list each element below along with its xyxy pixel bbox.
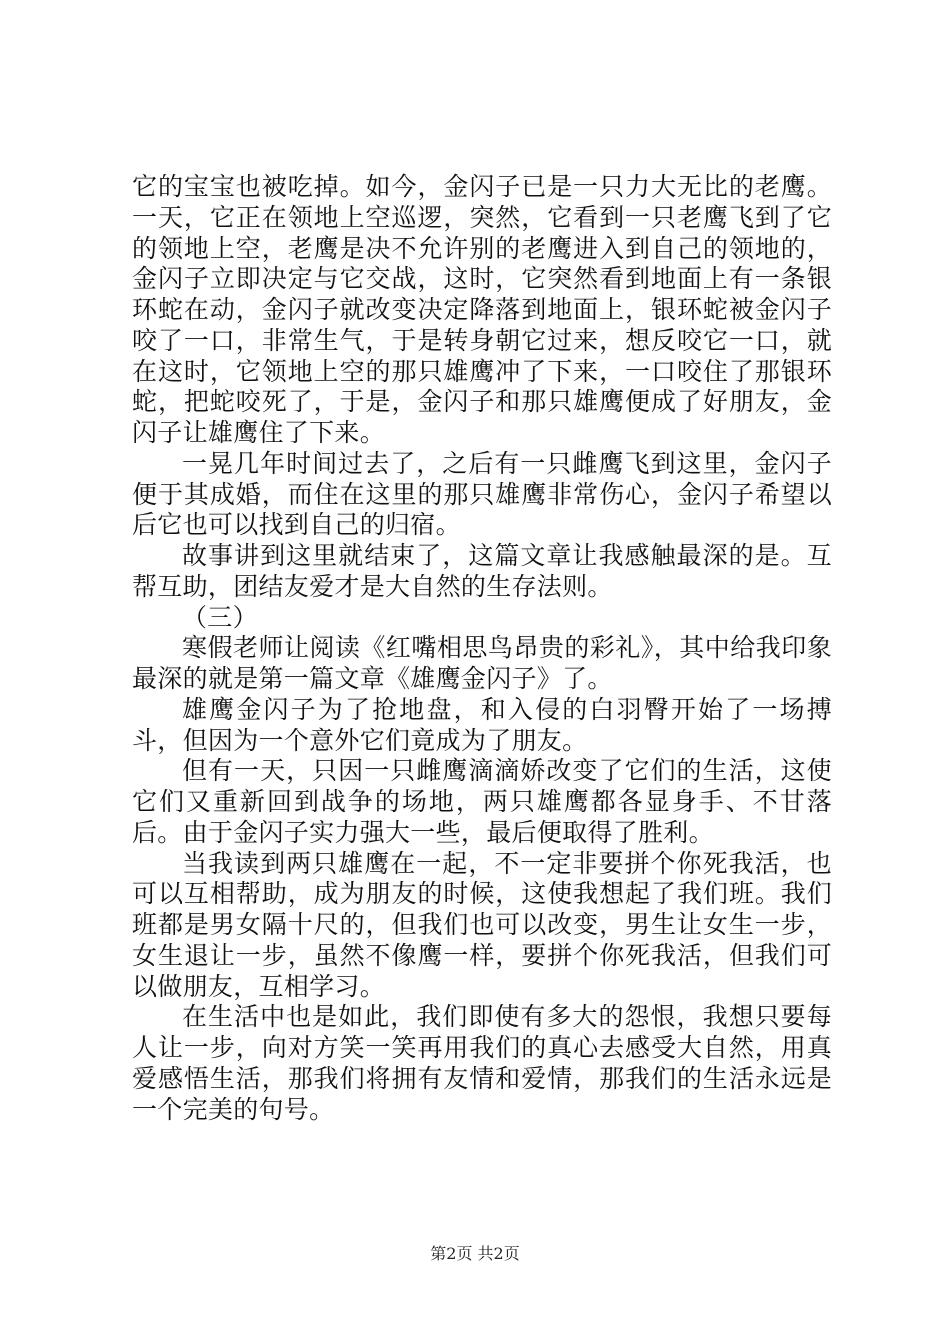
paragraph-1: 它的宝宝也被吃掉。如今，金闪子已是一只力大无比的老鹰。一天，它正在领地上空巡逻，突然，它看到一只老鹰飞到了它的领地上空，老鹰是决不允许别的老鹰进入到自己的领地的，金闪子立即决定与它交战，这时，它突然看到地面上有一条银环蛇在动，金闪子就改变决定降落到地面上，银环蛇被金闪子咬了一口，非常生气，于是转身朝它过来，想反咬它一口，就在这时，它领地上空的那只雄鹰冲了下来，一口咬住了那银环蛇，把蛇咬死了，于是，金闪子和那只雄鹰便成了好朋友，金闪子让雄鹰住了下来。	[132, 172, 832, 447]
paragraph-5: 雄鹰金闪子为了抢地盘，和入侵的白羽臀开始了一场搏斗，但因为一个意外它们竟成为了朋友。	[132, 694, 832, 755]
paragraph-3: 故事讲到这里就结束了，这篇文章让我感触最深的是。互帮互助，团结友爱才是大自然的生存法则。	[132, 541, 832, 601]
page-footer: 第2页 共2页	[430, 1244, 520, 1263]
body-text	[132, 172, 832, 1125]
paragraph-6: 但有一天，只因一只雌鹰滴滴娇改变了它们的生活，这使它们又重新回到战争的场地，两只雄鹰都各显身手、不甘落后。由于金闪子实力强大一些，最后便取得了胜利。	[132, 756, 832, 847]
paragraph-7: 当我读到两只雄鹰在一起，不一定非要拼个你死我活，也可以互相帮助，成为朋友的时候，这使我想起了我们班。我们班都是男女隔十尺的，但我们也可以改变，男生让女生一步，女生退让一步，虽然不像鹰一样，要拼个你死我活，但我们可以做朋友，互相学习。	[132, 848, 832, 1001]
paragraph-4: 寒假老师让阅读《红嘴相思鸟昂贵的彩礼》，其中给我印象最深的就是第一篇文章《雄鹰金闪子》了。	[132, 633, 832, 693]
paragraph-2: 一晃几年时间过去了，之后有一只雌鹰飞到这里，金闪子便于其成婚，而住在这里的那只雄鹰非常伤心，金闪子希望以后它也可以找到自己的归宿。	[132, 448, 832, 540]
paragraph-8: 在生活中也是如此，我们即使有多大的怨恨，我想只要每人让一步，向对方笑一笑再用我们的真心去感受大自然，用真爱感悟生活，那我们将拥有友情和爱情，那我们的生活永远是一个完美的句号。	[132, 1002, 832, 1124]
section-heading-three: （三）	[182, 602, 258, 632]
